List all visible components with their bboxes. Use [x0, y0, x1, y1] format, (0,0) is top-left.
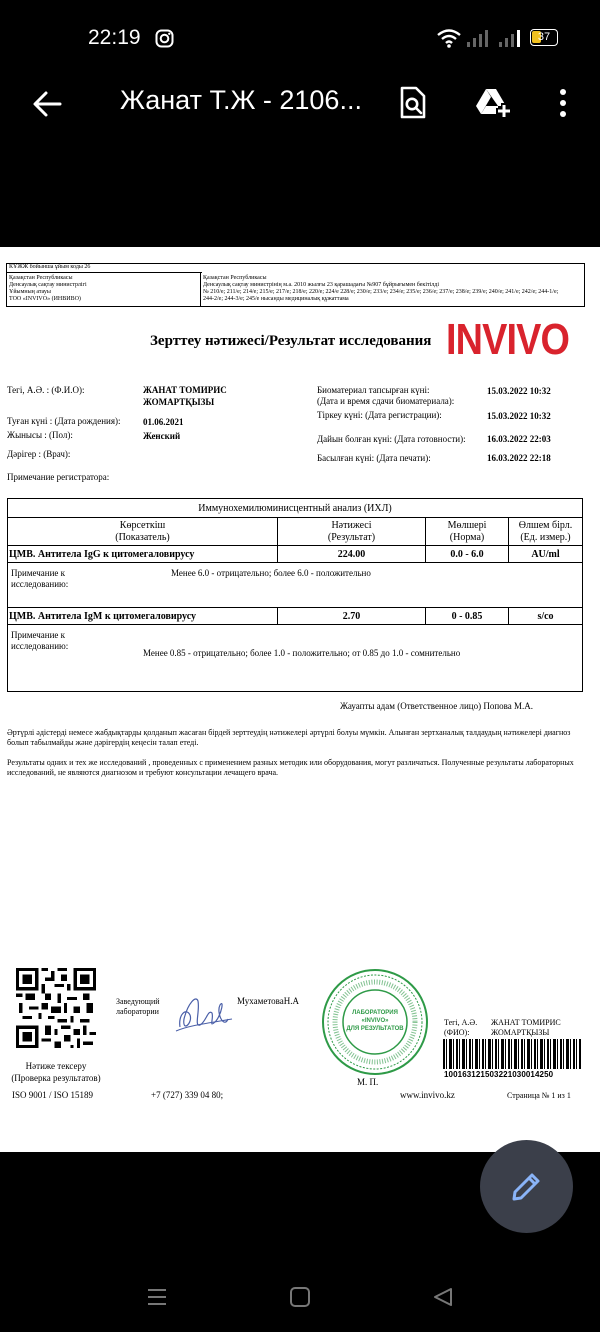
ready-date-label: Дайын болған күні: (Дата готовности): — [317, 434, 466, 444]
barcode — [443, 1039, 581, 1069]
disclaimer-kz: Әртүрлі әдістерді немесе жабдықтарды қолданып жасаған бірдей зерттеудің нәтижелері әртүрлі болуы мүмкін. Алынған зертханалық талдаудың нәтижелері диагноз болып табылмайды және дәрігердің кеңесін талап етеді. — [7, 728, 571, 747]
org-code: КҰЖЖ бойынша ұйым коды 26 — [7, 264, 202, 273]
column-header-line: (Норма) — [449, 531, 485, 543]
column-header — [8, 518, 278, 546]
sex-label: Жынысы : (Пол): — [7, 430, 73, 440]
test-result: 224.00 — [278, 546, 426, 563]
add-to-drive-icon[interactable] — [474, 86, 514, 120]
registration-date-value: 15.03.2022 10:32 — [487, 411, 551, 421]
head-of-lab-name: МухаметоваН.А — [237, 996, 300, 1006]
fio-label — [444, 1018, 477, 1038]
signature — [170, 989, 240, 1039]
signal-icon — [465, 28, 525, 48]
note-cell — [8, 625, 583, 692]
column-header-line: (Показатель) — [115, 531, 170, 543]
biomaterial-date-label-2: (Дата и время сдачи биоматериала): — [317, 396, 455, 406]
head-of-lab-label-line: лаборатории — [116, 1007, 159, 1016]
document-title-text: Зерттеу нәтижесі/Результат исследования — [150, 333, 432, 349]
table-section-row — [8, 499, 583, 518]
qr-caption-line: (Проверка результатов) — [11, 1073, 101, 1083]
name-label: Тегі, А.Ә. : (Ф.И.О): — [7, 385, 85, 395]
header-right-line: 244-2/е; 244-3/е; 245/е нысанды медициналық құжаттама — [203, 296, 349, 302]
back-arrow-icon[interactable] — [32, 89, 62, 119]
page-number: Страница № 1 из 1 — [507, 1091, 571, 1100]
invivo-logo: INVIVO — [446, 315, 570, 364]
stamp-line: «INVIVO» — [361, 1018, 389, 1024]
test-name: ЦМВ. Антитела IgM к цитомегаловирусу — [8, 608, 278, 625]
navigation-bar — [0, 1250, 600, 1332]
header-left-line: Қазақстан Республикасы — [9, 275, 73, 281]
more-options-icon[interactable] — [556, 88, 570, 118]
column-header-line: (Результат) — [327, 531, 376, 543]
phone: +7 (727) 339 04 80; — [151, 1090, 224, 1100]
document-title: Жанат Т.Ж - 2106... — [120, 85, 362, 115]
registrar-note: Примечание регистратора: — [7, 472, 110, 482]
header-right — [203, 275, 581, 303]
column-header — [278, 518, 426, 546]
responsible-person: Жауапты адам (Ответственное лицо) Попова М.А. — [340, 701, 534, 711]
qr-caption-line: Нәтиже тексеру — [25, 1061, 87, 1071]
stamp-line: ЛАБОРАТОРИЯ — [352, 1010, 398, 1016]
column-header-line: Көрсеткіш — [119, 519, 166, 531]
header-left-line: ТОО «INVIVO» (ИНВИВО) — [9, 296, 81, 302]
stamp-mp: М. П. — [357, 1077, 379, 1087]
note-label: Примечание к исследованию: — [11, 630, 69, 651]
column-header-line: Мөлшері — [447, 519, 487, 531]
fio-value-line: ЖАНАТ ТОМИРИС — [491, 1018, 561, 1027]
note-row — [8, 625, 583, 692]
note-text: Менее 0.85 - отрицательно; более 1.0 - положительно; от 0.85 до 1.0 - сомнительно — [143, 648, 461, 658]
battery-level: 37 — [537, 31, 551, 43]
test-result: 2.70 — [278, 608, 426, 625]
name-value-1: ЖАНАТ ТОМИРИС — [143, 385, 227, 395]
dob-label: Туған күні : (Дата рождения): — [7, 416, 121, 426]
doctor-label: Дәрігер : (Врач): — [7, 449, 71, 459]
test-unit: AU/ml — [509, 546, 583, 563]
table-row — [8, 608, 583, 625]
iso-label: ISO 9001 / ISO 15189 — [12, 1090, 94, 1100]
fio-label-line: (ФИО): — [444, 1028, 470, 1037]
head-of-lab-label — [116, 997, 160, 1017]
instagram-icon — [155, 29, 174, 48]
biomaterial-date-label-1: Биоматериал тапсырған күні: — [317, 385, 430, 395]
note-row — [8, 563, 583, 608]
column-header-line: Нәтижесі — [331, 519, 372, 531]
column-header — [509, 518, 583, 546]
section-title: Иммунохемилюминисцентный анализ (ИХЛ) — [8, 499, 583, 518]
test-norm: 0 - 0.85 — [426, 608, 509, 625]
fio-value — [491, 1018, 561, 1038]
table-row — [8, 546, 583, 563]
header-left-line: Денсаулық сақтау министрлігі — [9, 282, 87, 288]
stamp-text — [345, 1009, 405, 1033]
pencil-icon — [510, 1170, 543, 1203]
note-cell — [8, 563, 583, 608]
battery-icon — [530, 29, 558, 46]
qr-caption — [6, 1060, 106, 1084]
home-icon[interactable] — [289, 1286, 311, 1308]
wifi-icon — [436, 28, 462, 48]
document-page — [0, 247, 600, 1152]
edit-fab[interactable] — [480, 1140, 573, 1233]
header-left-line: Ұйымның атауы — [9, 289, 51, 295]
website: www.invivo.kz — [400, 1090, 455, 1100]
name-value-2: ЖОМАРТҚЫЗЫ — [143, 397, 215, 407]
print-date-value: 16.03.2022 22:18 — [487, 453, 551, 463]
fio-value-line: ЖОМАРТҚЫЗЫ — [491, 1028, 550, 1037]
header-divider — [200, 272, 201, 306]
test-name: ЦМВ. Антитела IgG к цитомегаловирусу — [8, 546, 278, 563]
disclaimer-ru: Результаты одних и тех же исследований , проведенных с применением разных методик или оборудования, могут различаться. Полученные результаты лабораторных исследований, не являются диагнозом и требуют консультации лечащего врача. — [7, 758, 574, 777]
column-header-line: Өлшем бірл. — [518, 519, 573, 531]
results-table — [7, 498, 583, 692]
stamp-line: ДЛЯ РЕЗУЛЬТАТОВ — [346, 1026, 404, 1032]
test-norm: 0.0 - 6.0 — [426, 546, 509, 563]
app-bar — [0, 78, 600, 148]
header-box — [6, 263, 585, 307]
print-date-label: Басылған күні: (Дата печати): — [317, 453, 431, 463]
dob-value: 01.06.2021 — [143, 417, 184, 427]
ready-date-value: 16.03.2022 22:03 — [487, 434, 551, 444]
header-right-line: Денсаулық сақтау министрінің м.а. 2010 жылғы 23 қарашадағы №907 бұйрығымен бекітілді — [203, 282, 439, 288]
table-header-row — [8, 518, 583, 546]
column-header — [426, 518, 509, 546]
header-left — [9, 275, 197, 303]
test-unit: s/co — [509, 608, 583, 625]
barcode-number: 100163121503221030014250 — [444, 1070, 554, 1079]
header-right-line: № 210/е; 211/е; 214/е; 215/е; 217/е; 218/е; 220/е; 224/е 228/е; 230/е; 233/е; 234/е; 235/е; 236/е; 237/е; 238/е; 239/е; 240/е; 241/е; 242/е; 244-1/е; — [203, 289, 559, 295]
note-text: Менее 6.0 - отрицательно; более 6.0 - положительно — [171, 568, 371, 578]
clock: 22:19 — [88, 26, 141, 49]
fio-label-line: Тегі, А.Ә. — [444, 1018, 478, 1027]
recent-apps-icon[interactable] — [146, 1287, 168, 1307]
head-of-lab-label-line: Заведующий — [116, 997, 160, 1006]
note-label: Примечание к исследованию: — [11, 568, 69, 589]
search-document-icon[interactable] — [398, 86, 428, 120]
biomaterial-date-value: 15.03.2022 10:32 — [487, 386, 551, 396]
column-header-line: (Ед. измер.) — [520, 531, 571, 543]
back-icon[interactable] — [432, 1286, 454, 1308]
registration-date-label: Тіркеу күні: (Дата регистрации): — [317, 410, 442, 420]
status-bar — [0, 0, 600, 78]
sex-value: Женский — [143, 431, 181, 441]
header-right-line: Қазақстан Республикасы — [203, 275, 267, 281]
qr-code — [16, 968, 96, 1048]
